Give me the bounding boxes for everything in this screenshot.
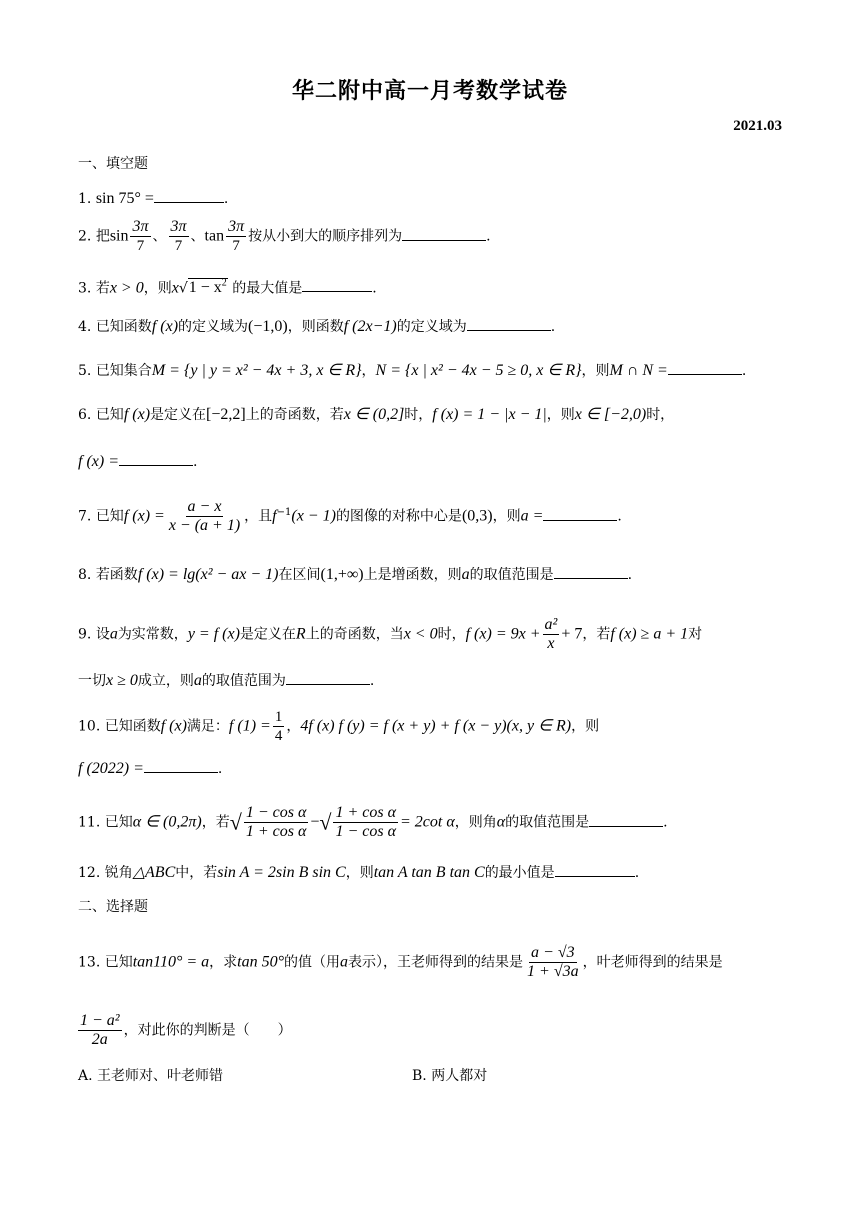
question-11: 11. 已知α ∈ (0,2π)，若√ $\frac{\text{1 − cos α}}{\text{1 + cos α}}$ −√ $\frac{\text{1 + cos α}}{\text{1 − cos α}}$ = 2cot α，则角α的取值范围是 . [78,804,668,840]
exam-date: 2021.03 [733,118,782,134]
fraction: $\frac{1}{4}$ [274,709,283,744]
answer-blank[interactable] [589,812,663,827]
fraction: $\frac{\text{1 + cos α}}{\text{1 − cos α}}$ [335,804,396,840]
question-10: 10. 已知函数f (x)满足：f (1) = $\frac{1}{4}$ ，4f (x) f (y) = f (x + y) + f (x − y)(x, y ∈ R)，则 [78,709,600,744]
sqrt-expr: $1 - x^2$ [188,278,227,297]
section-fill-in: 一、填空题 [78,156,148,172]
answer-blank[interactable] [154,188,224,203]
option-b[interactable]: B. 两人都对 [412,1068,488,1084]
question-12: 12. 锐角△ABC中，若sin A = 2sin B sin C，则tan A tan B tan C的最小值是 . [78,864,640,881]
fraction: $\frac{\text{1 − a²}}{2a}$ [80,1012,120,1048]
answer-blank[interactable] [668,360,742,375]
page-title: 华二附中高一月考数学试卷 [291,78,568,104]
question-7: 7. 已知f (x) = $\frac{a - x}{x - (a + 1)}$ ，且$f^{-1}(x - 1)$的图像的对称中心是(0,3)，则a = . [78,498,622,534]
question-5: 5. 已知集合M = {y | y = x² − 4x + 3, x ∈ R}，N = {x | x² − 4x − 5 ≥ 0, x ∈ R}，则M ∩ N = . [78,362,747,379]
question-13-cont: $\frac{\text{1 − a²}}{2a}$ ，对此你的判断是（ ） [80,1012,292,1048]
answer-blank[interactable] [467,316,551,331]
question-13: 13. 已知tan110° = a，求tan 50°的值（用a表示），王老师得到的结果是 $\frac{a - √3}{1 + √3a}$ ，叶老师得到的结果是 [78,944,723,980]
section-multiple-choice: 二、选择题 [78,899,148,915]
question-9: 9. 设a为实常数，y = f (x)是定义在R上的奇函数，当x < 0时，f (x) = 9x + $\frac{\text{a²}}{x}$ + 7，若f (x) ≥ a + 1对 [78,616,703,652]
answer-blank[interactable] [119,451,193,466]
fraction: $\frac{\text{a²}}{x}$ [544,616,558,652]
question-4: 4. 已知函数f (x)的定义域为(−1,0)，则函数f (2x−1)的定义域为 . [78,318,556,335]
q1-expr: sin 75° = [95,190,154,207]
fraction: $\frac{3\pi}{7}$ [132,218,149,254]
answer-blank[interactable] [555,862,635,877]
answer-blank[interactable] [554,564,628,579]
answer-blank[interactable] [144,758,218,773]
answer-blank[interactable] [543,506,617,521]
question-8: 8. 若函数f (x) = lg(x² − ax − 1)在区间(1,+∞)上是增函数，则a的取值范围是 . [78,566,633,583]
fraction: $\frac{\text{1 − cos α}}{\text{1 + cos α}}$ [245,804,307,840]
question-6: 6. 已知f (x)是定义在[−2,2]上的奇函数，若x ∈ (0,2]时，f (x) = 1 − |x − 1|，则x ∈ [−2,0)时， [78,406,675,423]
fraction: $\frac{a - x}{x - (a + 1)}$ [168,498,241,534]
fraction: $\frac{a - √3}{1 + √3a}$ [527,944,579,980]
fraction: $\frac{3\pi}{7}$ [228,218,245,254]
question-6-cont: f (x) = . [78,453,198,470]
answer-blank[interactable] [402,226,486,241]
question-3: 3. 若x > 0，则$x√1 - x^2$ 的最大值是 . [78,278,377,297]
question-10-cont: f (2022) = . [78,760,223,777]
question-9-cont: 一切x ≥ 0成立，则a的取值范围为 . [78,672,375,689]
answer-blank[interactable] [302,277,372,292]
fraction: $\frac{3\pi}{7}$ [170,218,187,254]
question-2: 2. 把sin $\frac{3\pi}{7}$ 、 $\frac{3\pi}{7}$ 、tan $\frac{3\pi}{7}$ 按从小到大的顺序排列为 . [78,218,491,254]
option-a[interactable]: A. 王老师对、叶老师错 [78,1068,224,1084]
answer-blank[interactable] [286,670,370,685]
question-1: 1. sin 75° = . [78,190,229,207]
